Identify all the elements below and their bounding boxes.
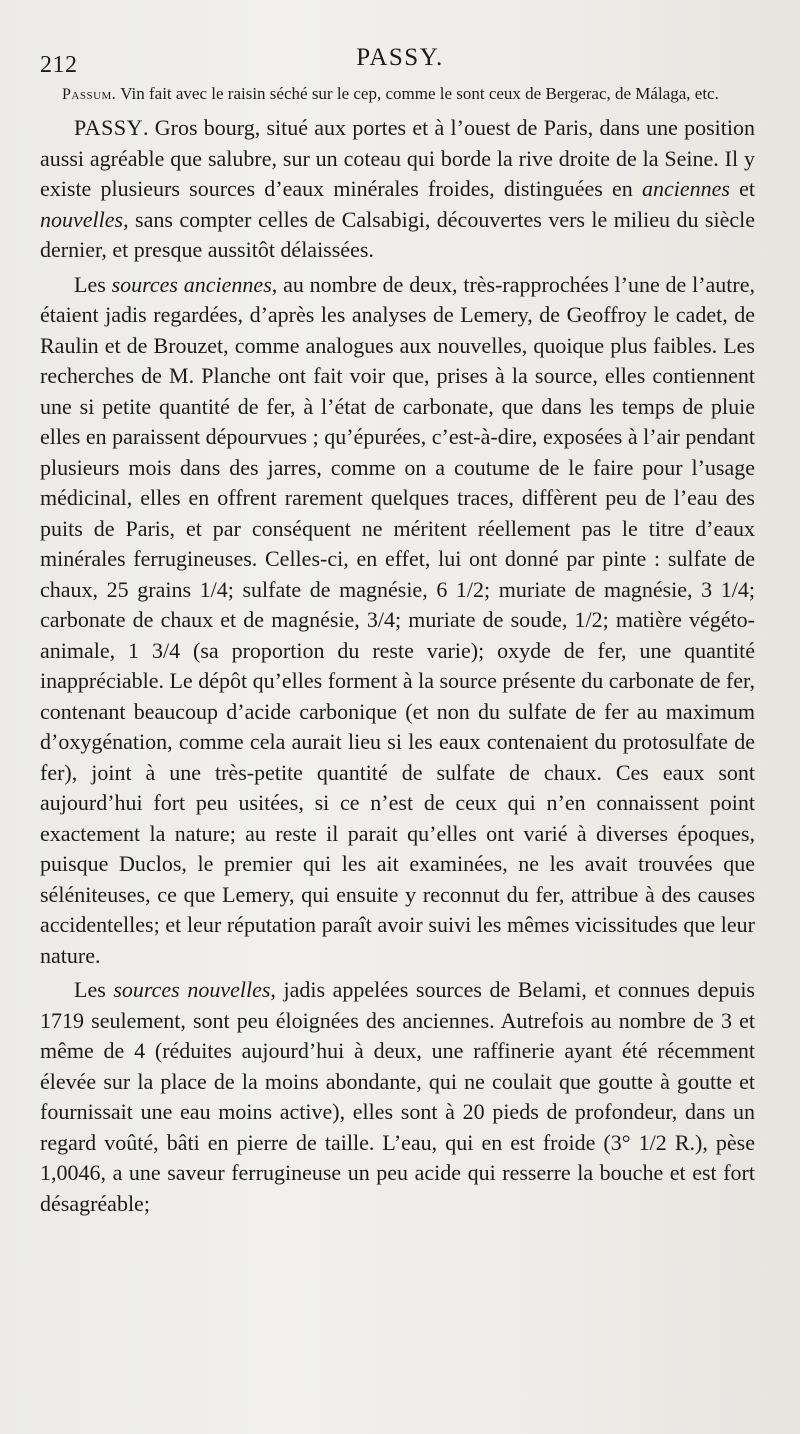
page-number: 212 [40,52,78,78]
text-run: Les [74,271,112,297]
note-term: Passum. [62,86,117,103]
text-run: et [729,176,755,201]
paragraph-sources-nouvelles [40,975,755,1219]
page-header [40,44,760,78]
note-text: Vin fait avec le raisin séché sur le cep, comme le sont ceux de Bergerac, de Málaga, etc. [116,84,719,103]
text-run: , jadis appelées sources de Belami, et connues depuis 1719 seulement, sont peu éloignées des anciennes. Autrefois au nombre de 3 et même de 4 (réduites aujourd’hui à deux, une raffinerie ayant été récemment élevée sur la place de la moins abondante, qui ne coulait que goutte à goutte et fournissait une eau moins active), elles sont à 20 pieds de profondeur, dans un regard voûté, bâti en pierre de taille. L’eau, qui en est froide (3° 1/2 R.), pèse 1,0046, a une saveur ferrugineuse un peu acide qui resserre la bouche et est fort désagréable; [40,977,755,1216]
paragraph-passy [40,113,755,266]
italic-term: anciennes [641,176,730,201]
text-run: , au nombre de deux, très-rapprochées l’une de l’autre, étaient jadis regardées, d’après les analyses de Lemery, de Geoffroy le cadet, de Raulin et de Brouzet, comme analogues aux nouvelles, quoique plus faibles. Les recherches de M. Planche ont fait voir que, prises à la source, elles contiennent une si petite quantité de fer, à l’état de carbonate, que dans les temps de pluie elles en paraissent dépourvues ; qu’épurées, c’est-à-dire, exposées à l’air pendant plusieurs mois dans des jarres, comme on a coutume de le faire pour l’usage médicinal, elles en offrent rarement quelques traces, diffèrent peu de l’eau des puits de Paris, et par conséquent ne méritent réellement pas le titre d’eaux minérales ferrugineuses. Celles-ci, en effet, lui ont donné par pinte : sulfate de chaux, 25 grains 1/4; sulfate de magnésie, 6 1/2; muriate de magnésie, 3 1/4; carbonate de chaux et de magnésie, 3/4; muriate de soude, 1/2; matière végéto-animale, 1 3/4 (sa proportion du reste varie); oxyde de fer, une quantité inappréciable. Le dépôt qu’elles forment à la source présente du carbonate de fer, contenant beaucoup d’acide carbonique (et non du sulfate de fer au maximum d’oxygénation, comme cela aurait lieu si les eaux contenaient du protosulfate de fer), joint à une très-petite quantité de sulfate de chaux. Ces eaux sont aujourd’hui fort peu usitées, si ce n’est de ceux qui n’en connaissent point exactement la nature; au reste il parait qu’elles ont varié à diverses époques, puisque Duclos, le premier qui les ait examinées, ne les avait trouvées que séléniteuses, ce que Lemery, qui ensuite y reconnut du fer, attribue à des causes accidentelles; et leur réputation paraît avoir suivi les mêmes vicissitudes que leur nature. [40,271,755,968]
running-head: PASSY. [356,44,444,71]
text-run: , sans compter celles de Calsabigi, découvertes vers le milieu du siècle dernier, et presque aussitôt délaissées. [40,206,755,262]
text-run: Les [74,977,114,1002]
italic-term: nouvelles [40,206,124,232]
body-text [40,84,755,1219]
footnote-passum [40,84,755,105]
italic-term: sources nouvelles [113,977,271,1002]
entry-headword: PASSY [74,115,143,140]
italic-term: sources anciennes [111,271,272,297]
text-run: . Gros bourg, situé aux portes et à l’ouest de Paris, dans une position aussi agréable que salubre, sur un coteau qui borde la rive droite de la Seine. Il y existe plusieurs sources d’eaux minérales froides, distinguées en [40,115,755,201]
paragraph-sources-anciennes [40,270,755,972]
